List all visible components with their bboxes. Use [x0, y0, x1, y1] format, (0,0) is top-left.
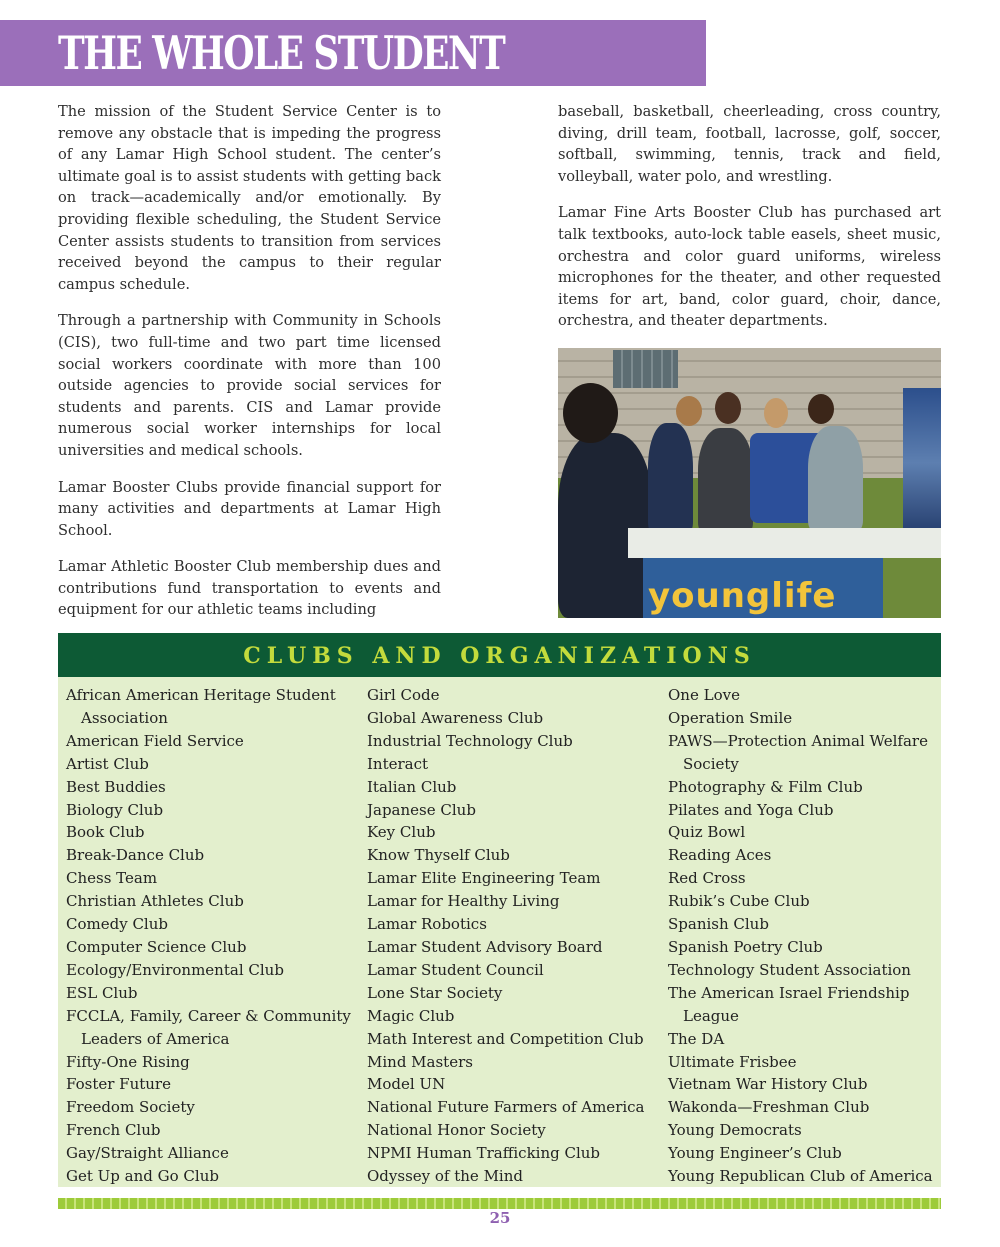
club-item: League [683, 1006, 739, 1025]
club-item: Industrial Technology Club [367, 731, 573, 750]
club-item: Computer Science Club [66, 937, 247, 956]
paragraph: Through a partnership with Community in Schools (CIS), two full-time and two part time licensed social workers coordinate with more than 100 outside agencies to provide social services for students and parents. CIS and Lamar provide numerous social worker internships for local universities and medical schools. [58, 312, 441, 459]
club-item: Technology Student Association [668, 960, 911, 979]
club-item: Quiz Bowl [668, 823, 746, 842]
club-item: Young Republican Club of America [668, 1167, 933, 1186]
club-item: Break-Dance Club [66, 846, 205, 865]
club-item: One Love [668, 686, 740, 704]
club-item: National Future Farmers of America [367, 1098, 645, 1117]
right-text-column [558, 101, 941, 347]
window [613, 350, 678, 388]
club-item: Comedy Club [66, 915, 168, 934]
club-item: Girl Code [367, 686, 440, 704]
club-item: Fifty-One Rising [66, 1052, 190, 1071]
student-figure [698, 428, 753, 533]
club-item: Ecology/Environmental Club [66, 960, 284, 979]
student-figure [558, 433, 653, 618]
paragraph: Lamar Athletic Booster Club membership dues and contributions fund transportation to events and equipment for our athletic teams including [58, 558, 441, 619]
banner-text: younglife [648, 576, 837, 616]
clubs-column-2 [367, 684, 645, 1188]
club-item: Key Club [367, 823, 436, 842]
club-item: Know Thyself Club [367, 846, 510, 865]
club-item: Leaders of America [81, 1029, 230, 1048]
club-item: FCCLA, Family, Career & Community [66, 1006, 351, 1025]
club-item: ESL Club [66, 983, 138, 1002]
paragraph: Lamar Fine Arts Booster Club has purchased art talk textbooks, auto-lock table easels, sheet music, orchestra and color guard uniforms, wireless microphones for the theater, and other requested items for art, band, color guard, choir, dance, orchestra, and theater departments. [558, 204, 941, 330]
club-item: Freedom Society [66, 1098, 195, 1117]
page-title: THE WHOLE STUDENT [58, 26, 505, 80]
club-item: Magic Club [367, 1006, 455, 1025]
title-banner [0, 20, 706, 86]
clubs-list-box [58, 677, 941, 1187]
club-item: NPMI Human Trafficking Club [367, 1144, 601, 1163]
club-item: The DA [668, 1029, 725, 1048]
club-item: Wakonda—Freshman Club [668, 1098, 870, 1117]
club-item: Society [683, 754, 739, 773]
event-photo [558, 348, 941, 618]
club-item: Interact [367, 754, 429, 773]
club-item: French Club [66, 1121, 161, 1140]
club-item: Red Cross [668, 869, 746, 888]
club-item: Lamar Student Council [367, 960, 544, 979]
club-item: Odyssey of the Mind [367, 1167, 523, 1186]
club-item: Get Up and Go Club [66, 1167, 219, 1186]
club-item: Spanish Poetry Club [668, 937, 823, 956]
club-item: Mind Masters [367, 1052, 473, 1071]
club-item: Young Democrats [668, 1121, 802, 1140]
club-item: Spanish Club [668, 915, 769, 934]
club-item: Chess Team [66, 869, 158, 888]
page-number: 25 [489, 1209, 511, 1227]
club-item: Best Buddies [66, 777, 166, 796]
table [628, 528, 941, 558]
poster-board [903, 388, 941, 538]
left-text-column [58, 101, 441, 636]
clubs-column-3 [668, 684, 933, 1188]
footer-bar [58, 1198, 941, 1209]
club-item: Biology Club [66, 800, 164, 819]
tablecloth-banner [643, 558, 883, 618]
club-item: Photography & Film Club [668, 777, 863, 796]
club-item: Pilates and Yoga Club [668, 800, 834, 819]
club-item: Japanese Club [367, 800, 476, 819]
club-item: Foster Future [66, 1075, 171, 1094]
paragraph: Lamar Booster Clubs provide financial support for many activities and departments at Lamar High School. [58, 478, 441, 539]
paragraph: The mission of the Student Service Center is to remove any obstacle that is impeding the progress of any Lamar High School student. The center’s ultimate goal is to assist students with getting back on track—academically and/or emotionally. By providing flexible scheduling, the Student Service Center assists students to transition from services received beyond the campus to their regular campus schedule. [58, 103, 441, 293]
student-figure [808, 426, 863, 531]
club-item: Lamar Student Advisory Board [367, 937, 603, 956]
student-head [563, 383, 618, 443]
club-item: Global Awareness Club [367, 708, 544, 727]
club-item: Christian Athletes Club [66, 892, 244, 911]
student-head [764, 398, 788, 428]
student-figure [648, 423, 693, 533]
club-item: Reading Aces [668, 846, 772, 865]
student-head [808, 394, 834, 424]
club-item: Rubik’s Cube Club [668, 892, 810, 911]
club-item: African American Heritage Student [66, 686, 336, 704]
clubs-column-1 [66, 684, 351, 1188]
club-item: American Field Service [66, 731, 244, 750]
club-item: National Honor Society [367, 1121, 546, 1140]
student-head [715, 392, 741, 424]
clubs-heading: CLUBS AND ORGANIZATIONS [243, 643, 756, 669]
club-item: Lamar Robotics [367, 915, 487, 934]
club-item: Model UN [367, 1075, 446, 1094]
club-item: The American Israel Friendship [668, 983, 910, 1002]
club-item: PAWS—Protection Animal Welfare [668, 731, 928, 750]
club-item: Gay/Straight Alliance [66, 1144, 229, 1163]
club-item: Vietnam War History Club [668, 1075, 868, 1094]
club-item: Book Club [66, 823, 145, 842]
club-item: Lone Star Society [367, 983, 503, 1002]
student-head [676, 396, 702, 426]
paragraph: baseball, basketball, cheerleading, cross country, diving, drill team, football, lacrosse, golf, soccer, softball, swimming, tennis, track and field, volleyball, water polo, and wrestling. [558, 103, 941, 185]
club-item: Lamar Elite Engineering Team [367, 869, 601, 888]
clubs-header [58, 633, 941, 677]
club-item: Ultimate Frisbee [668, 1052, 797, 1071]
club-item: Lamar for Healthy Living [367, 892, 560, 911]
club-item: Association [81, 708, 168, 727]
club-item: Artist Club [66, 754, 149, 773]
club-item: Young Engineer’s Club [668, 1144, 842, 1163]
club-item: Italian Club [367, 777, 457, 796]
club-item: Operation Smile [668, 708, 793, 727]
club-item: Math Interest and Competition Club [367, 1029, 644, 1048]
